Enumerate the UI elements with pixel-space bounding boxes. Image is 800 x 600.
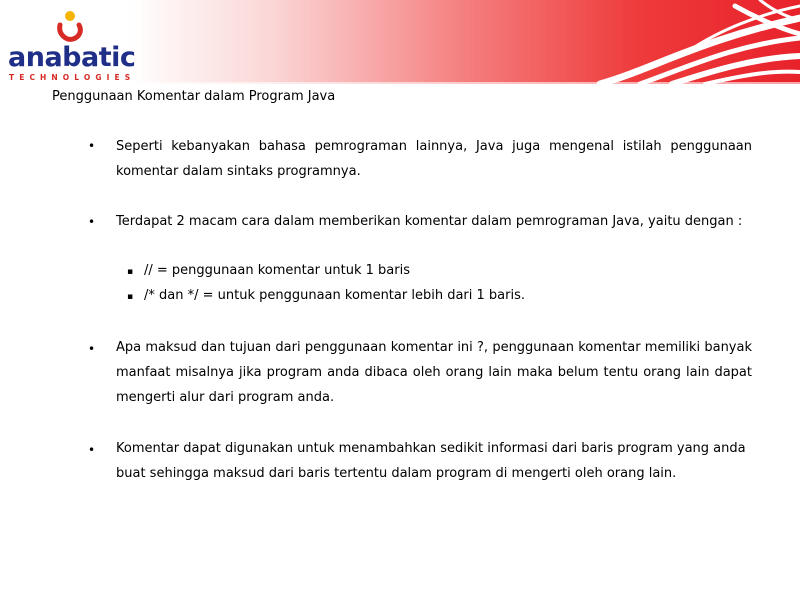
- sub-bullet-icon: ▪: [127, 267, 134, 277]
- bullet-point-1: Seperti kebanyakan bahasa pemrograman lainnya, Java juga mengenal istilah penggunaan komentar dalam sintaks programnya.: [116, 139, 752, 179]
- company-logo: [6, 10, 136, 82]
- slide-header: [0, 0, 800, 84]
- sub-bullet-icon: ▪: [127, 292, 134, 302]
- sub-point-2: /* dan */ = untuk penggunaan komentar lebih dari 1 baris.: [144, 288, 525, 303]
- logo-swirl-icon: [54, 10, 84, 44]
- bullet-point-3: Apa maksud dan tujuan dari penggunaan komentar ini ?, penggunaan komentar memiliki banyak manfaat misalnya jika program anda dibaca oleh orang lain maka belum tentu orang lain dapat mengerti alur dari program anda.: [116, 340, 752, 405]
- bullet-point-2: Terdapat 2 macam cara dalam memberikan komentar dalam pemrograman Java, yaitu dengan :: [116, 214, 743, 229]
- bullet-icon: •: [88, 139, 96, 153]
- slide-title: Penggunaan Komentar dalam Program Java: [52, 89, 336, 104]
- bullet-icon: •: [88, 342, 96, 356]
- logo-subtitle: TECHNOLOGIES: [9, 73, 136, 82]
- sub-point-1: // = penggunaan komentar untuk 1 baris: [144, 263, 410, 278]
- bullet-icon: •: [88, 443, 96, 457]
- bullet-icon: •: [88, 215, 96, 229]
- logo-wordmark: anabatic: [8, 42, 136, 73]
- bullet-point-4: Komentar dapat digunakan untuk menambahkan sedikit informasi dari baris program yang anda buat sehingga maksud dari baris tertentu dalam program di mengerti oleh orang lain.: [116, 441, 746, 481]
